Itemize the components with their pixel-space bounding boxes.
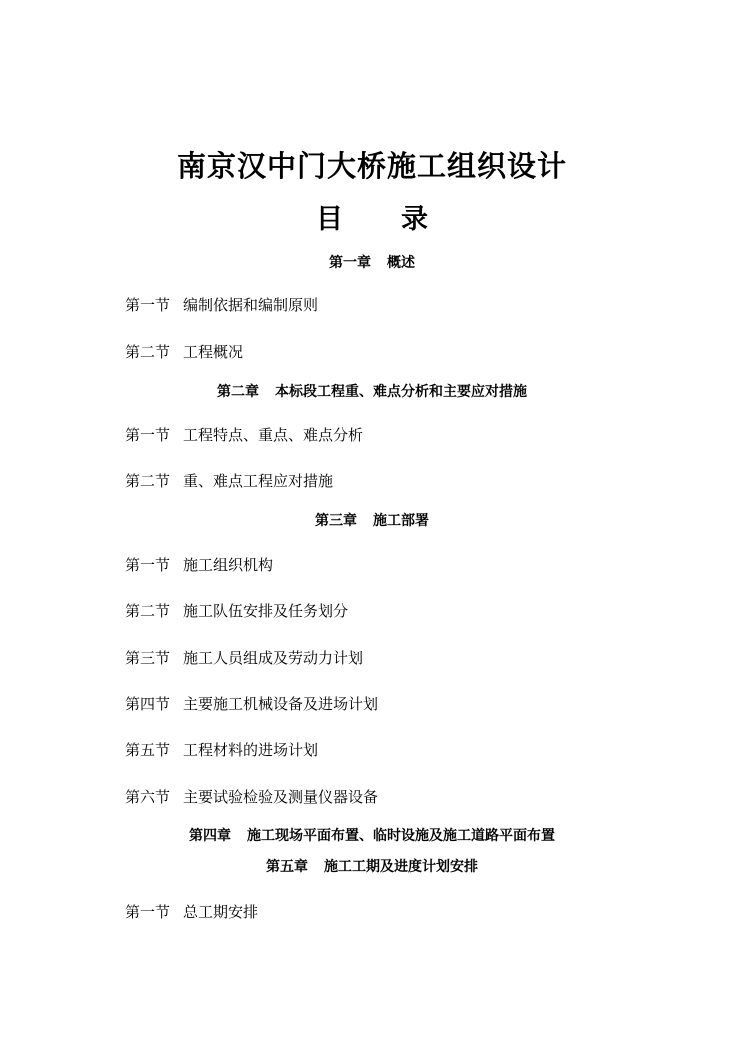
section-number: 第三节	[125, 649, 171, 667]
section-number: 第二节	[125, 472, 171, 490]
toc-chapter-1[interactable]	[0, 253, 744, 273]
toc-chapter-3[interactable]	[0, 511, 744, 531]
chapter-title: 施工部署	[373, 513, 429, 529]
toc-ch1-section-1[interactable]	[125, 294, 318, 316]
section-title: 工程材料的进场计划	[183, 741, 319, 759]
chapter-number: 第五章	[266, 859, 308, 875]
section-title: 施工队伍安排及任务划分	[183, 602, 349, 620]
chapter-number: 第四章	[189, 828, 231, 844]
toc-ch3-section-6[interactable]	[125, 786, 378, 808]
section-title: 施工组织机构	[183, 556, 274, 574]
toc-ch5-section-1[interactable]	[125, 901, 258, 923]
chapter-title: 施工现场平面布置、临时设施及施工道路平面布置	[247, 828, 555, 844]
section-number: 第一节	[125, 296, 171, 314]
document-title: 南京汉中门大桥施工组织设计	[176, 149, 567, 183]
section-number: 第四节	[125, 695, 171, 713]
toc-heading-char-2: 录	[401, 204, 428, 235]
toc-heading	[0, 200, 744, 240]
section-number: 第六节	[125, 788, 171, 806]
toc-chapter-4[interactable]	[0, 826, 744, 846]
section-number: 第五节	[125, 741, 171, 759]
section-title: 工程特点、重点、难点分析	[183, 426, 364, 444]
toc-ch1-section-2[interactable]	[125, 341, 243, 363]
toc-ch2-section-1[interactable]	[125, 424, 363, 446]
chapter-number: 第二章	[217, 384, 259, 400]
section-title: 主要施工机械设备及进场计划	[183, 695, 379, 713]
toc-chapter-2[interactable]	[0, 382, 744, 402]
chapter-number: 第三章	[315, 513, 357, 529]
section-number: 第二节	[125, 602, 171, 620]
toc-ch3-section-4[interactable]	[125, 693, 378, 715]
section-number: 第一节	[125, 556, 171, 574]
toc-ch3-section-5[interactable]	[125, 739, 318, 761]
chapter-title: 概述	[387, 255, 415, 271]
section-title: 主要试验检验及测量仪器设备	[183, 788, 379, 806]
toc-ch3-section-1[interactable]	[125, 554, 273, 576]
toc-ch3-section-2[interactable]	[125, 600, 348, 622]
chapter-number: 第一章	[329, 255, 371, 271]
section-number: 第一节	[125, 903, 171, 921]
section-title: 施工人员组成及劳动力计划	[183, 649, 364, 667]
section-number: 第一节	[125, 426, 171, 444]
toc-heading-char-1: 目	[316, 204, 343, 235]
section-number: 第二节	[125, 343, 171, 361]
toc-chapter-5[interactable]	[0, 857, 744, 877]
section-title: 编制依据和编制原则	[183, 296, 319, 314]
toc-ch2-section-2[interactable]	[125, 470, 333, 492]
section-title: 总工期安排	[183, 903, 259, 921]
toc-ch3-section-3[interactable]	[125, 647, 363, 669]
section-title: 工程概况	[183, 343, 244, 361]
chapter-title: 本标段工程重、难点分析和主要应对措施	[275, 384, 527, 400]
chapter-title: 施工工期及进度计划安排	[324, 859, 478, 875]
section-title: 重、难点工程应对措施	[183, 472, 334, 490]
